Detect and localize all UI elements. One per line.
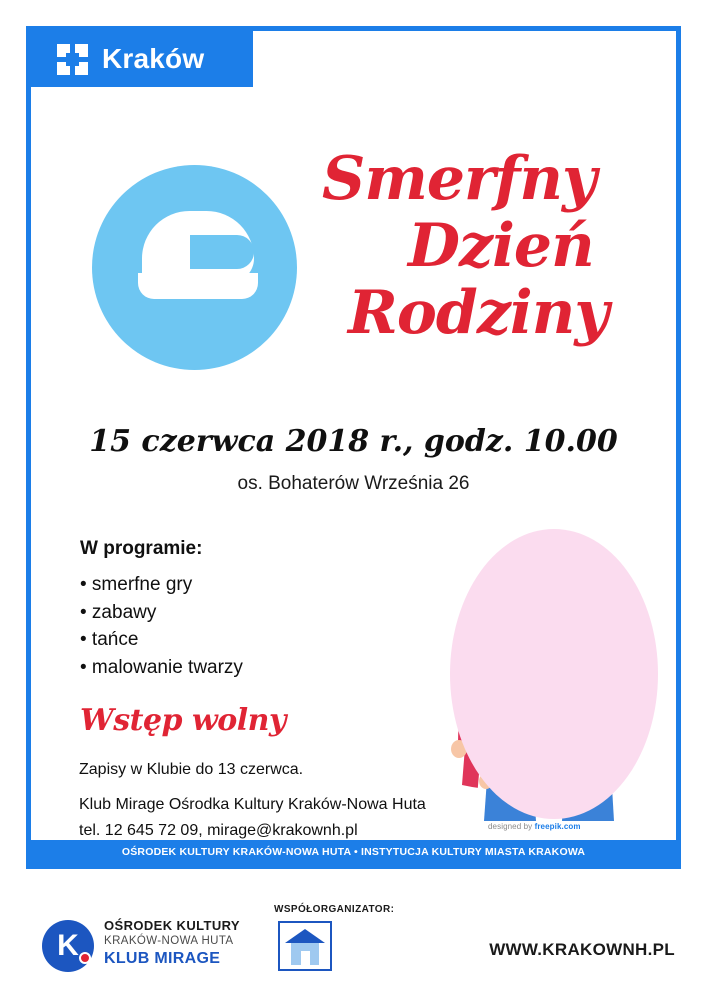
program-section xyxy=(80,538,380,681)
contact-details: tel. 12 645 72 09, mirage@krakownh.pl xyxy=(79,821,358,839)
event-address: os. Bohaterów Września 26 xyxy=(237,473,470,494)
family-illustration xyxy=(448,525,660,835)
krakow-grid-icon xyxy=(57,44,88,75)
smurf-hat-circle-icon xyxy=(92,165,297,370)
krakow-brand-bar xyxy=(31,31,253,87)
kultura-logo-dot xyxy=(79,952,91,964)
title-line-3: Rodziny xyxy=(348,277,609,348)
credit-source: freepik.com xyxy=(534,822,581,831)
registration-note: Zapisy w Klubie do 13 czerwca. xyxy=(79,761,304,778)
kultura-logo-icon xyxy=(42,920,94,972)
coorganizer-block xyxy=(274,904,434,971)
title-line-2: Dzień xyxy=(408,210,594,281)
admission-headline: Wstęp wolny xyxy=(80,703,286,738)
list-item: • tańce xyxy=(80,629,139,651)
footer-strip: OŚRODEK KULTURY KRAKÓW-NOWA HUTA • INSTYTUCJA KULTURY MIASTA KRAKOWA xyxy=(31,840,676,864)
title-line-1: Smerfny xyxy=(322,144,596,214)
bottom-bar xyxy=(0,880,707,1000)
page-title xyxy=(320,144,660,348)
illustration-credit xyxy=(488,822,581,831)
kultura-logo-letter: K xyxy=(42,920,94,972)
organizer-line-1: OŚRODEK KULTURY xyxy=(104,918,240,933)
list-item: • malowanie twarzy xyxy=(80,656,243,678)
illustration-background xyxy=(450,529,658,819)
krakow-label: Kraków xyxy=(102,43,205,74)
credit-prefix: designed by xyxy=(488,822,533,831)
contact-section xyxy=(79,757,479,844)
organizer-line-3: KLUB MIRAGE xyxy=(104,950,221,967)
house-logo-icon xyxy=(278,921,332,971)
organizer-line-2: KRAKÓW-NOWA HUTA xyxy=(104,935,234,947)
coorganizer-label: WSPÓŁORGANIZATOR: xyxy=(274,904,395,915)
organizer-name: Klub Mirage Ośrodka Kultury Kraków-Nowa Huta xyxy=(79,795,426,813)
website-url[interactable]: WWW.KRAKOWNH.PL xyxy=(489,940,675,959)
list-item: • zabawy xyxy=(80,601,157,623)
event-date: 15 czerwca 2018 r., godz. 10.00 xyxy=(89,424,618,459)
program-heading: W programie: xyxy=(80,538,203,559)
smurf-hat-shape xyxy=(138,211,258,316)
list-item: • smerfne gry xyxy=(80,574,193,595)
